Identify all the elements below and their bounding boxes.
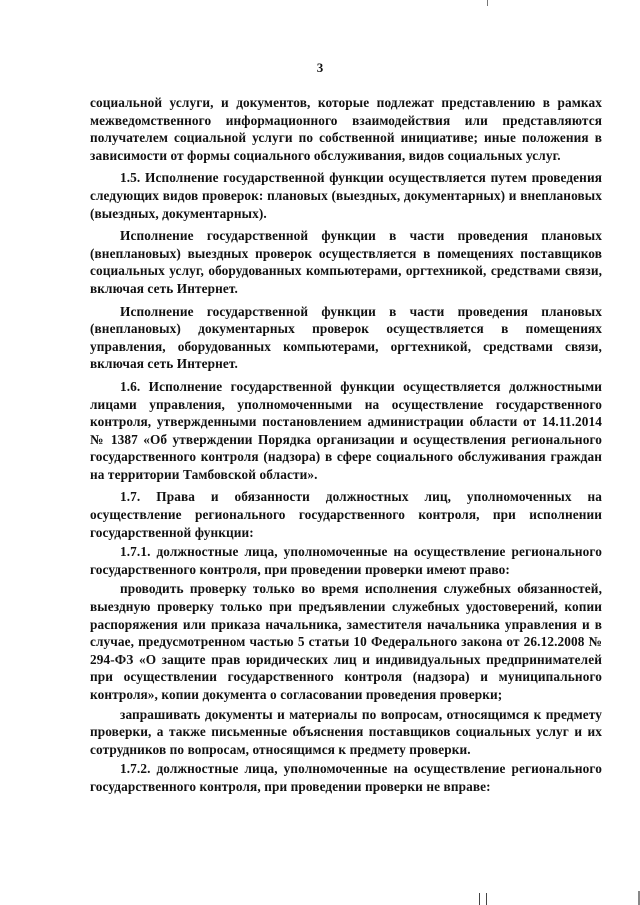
paragraph: 1.7.2. должностные лица, уполномоченные на осуществление регионального государственного контроля, при проведении проверки не вправе: (90, 761, 602, 794)
document-body (90, 94, 602, 798)
page-number: 3 (316, 60, 324, 75)
paragraph: 1.7. Права и обязанности должностных лиц, уполномоченных на осуществление регионального государственного контроля, при исполнении государственной функции: (90, 489, 602, 540)
scan-edge-mark (487, 0, 488, 6)
scan-edge-mark (479, 893, 487, 905)
paragraph: Исполнение государственной функции в части проведения плановых (внеплановых) выездных проверок осуществляется в помещениях поставщиков социальных услуг, оборудованных компьютерами, оргтехникой, средствами связи, включая сеть Интернет. (90, 228, 602, 296)
paragraph: 1.7.1. должностные лица, уполномоченные на осуществление регионального государственного контроля, при проведении проверки имеют право: (90, 544, 602, 577)
paragraph: 1.6. Исполнение государственной функции осуществляется должностными лицами управления, уполномоченными на осуществление государственного контроля, утвержденными постановлением администрации области от 14.11.2014 № 1387 «Об утверждении Порядка организации и осуществления регионального государственного контроля (надзора) в сфере социального обслуживания граждан на территории Тамбовской области». (90, 378, 602, 482)
paragraph: социальной услуги, и документов, которые подлежат представлению в рамках межведомственного информационного взаимодействия или представляются получателем социальной услуги по собственной инициативе; иные положения в зависимости от формы социального обслуживания, видов социальных услуг. (90, 95, 602, 163)
paragraph: 1.5. Исполнение государственной функции осуществляется путем проведения следующих видов проверок: плановых (выездных, документарных) и внеплановых (выездных, документарных). (90, 170, 602, 221)
paragraph: запрашивать документы и материалы по вопросам, относящимся к предмету проверки, а также письменные объяснения поставщиков социальных услуг и их сотрудников по вопросам, относящимся к предмету проверки. (90, 706, 602, 757)
paragraph: Исполнение государственной функции в части проведения плановых (внеплановых) документарных проверок осуществляется в помещениях управления, оборудованных компьютерами, оргтехникой, средствами связи, включая сеть Интернет. (90, 303, 602, 372)
paragraph: проводить проверку только во время исполнения служебных обязанностей, выездную проверку только при предъявлении служебных удостоверений, копии распоряжения или приказа начальника, заместителя начальника управления и в случае, предусмотренном частью 5 статьи 10 Федерального закона от 26.12.2008 № 294-ФЗ «О защите прав юридических лиц и индивидуальных предпринимателей при осуществлении государственного контроля (надзора) и муниципального контроля», копии документа о согласовании проведения проверки; (90, 581, 602, 702)
